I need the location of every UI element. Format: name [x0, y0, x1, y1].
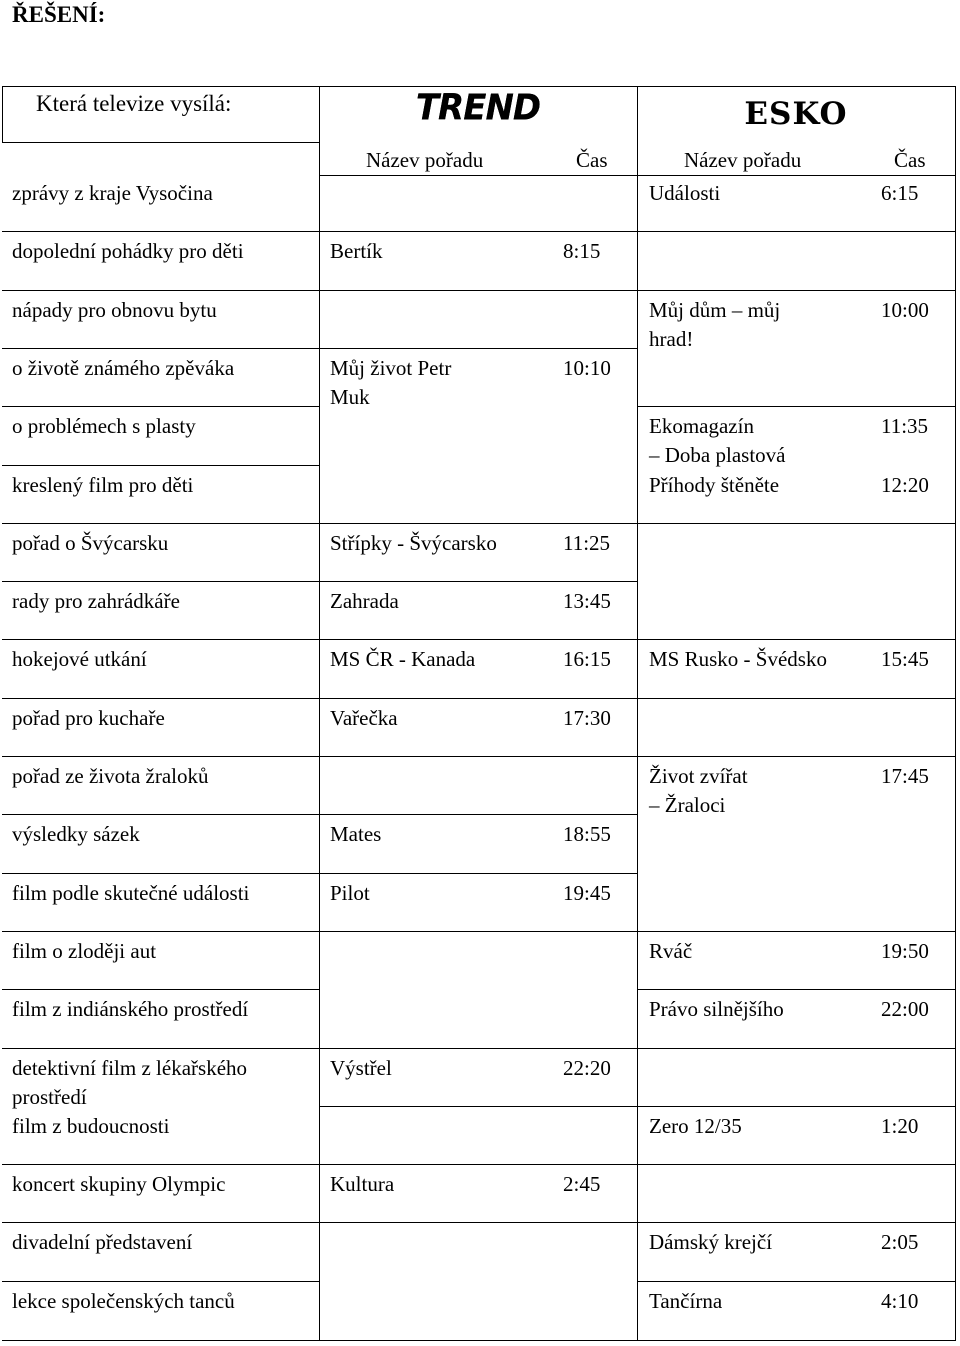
- trend-time: 13:45: [563, 589, 611, 613]
- row-description: pořad pro kuchaře: [12, 706, 165, 730]
- esko-time: 17:45: [881, 764, 929, 788]
- table-border-h: [637, 406, 956, 407]
- table-border-h: [319, 175, 956, 176]
- esko-time-header: Čas: [894, 148, 926, 172]
- row-description: detektivní film z lékařského: [12, 1056, 248, 1080]
- table-border-h: [2, 1281, 320, 1282]
- esko-time: 11:35: [881, 414, 929, 438]
- table-border-h: [319, 756, 638, 757]
- esko-program-name: Události: [649, 181, 721, 205]
- table-border-h: [2, 1048, 320, 1049]
- row-description: film podle skutečné události: [12, 881, 250, 905]
- table-border-h: [2, 231, 320, 232]
- esko-program-name: Život zvířat: [649, 764, 748, 788]
- table-border-h: [637, 1048, 956, 1049]
- table-border-h: [637, 1106, 956, 1107]
- table-border-h: [319, 348, 638, 349]
- table-border-h: [2, 523, 320, 524]
- table-border-h: [637, 1222, 956, 1223]
- table-border-h: [637, 1164, 956, 1165]
- row-description: pořad ze života žraloků: [12, 764, 209, 788]
- esko-program-name: Ekomagazín: [649, 414, 754, 438]
- row-description: divadelní představení: [12, 1230, 193, 1254]
- table-border-h: [319, 581, 638, 582]
- table-border-h: [2, 1164, 320, 1165]
- esko-program-name: Příhody štěněte: [649, 473, 780, 497]
- table-border-h: [637, 639, 956, 640]
- trend-time-header: Čas: [576, 148, 608, 172]
- trend-program-name: Vařečka: [330, 706, 398, 730]
- trend-program-name: Střípky - Švýcarsko: [330, 531, 497, 555]
- trend-time: 17:30: [563, 706, 611, 730]
- trend-program-name: Můj život Petr: [330, 356, 452, 380]
- row-description: film z indiánského prostředí: [12, 997, 249, 1021]
- table-border-h: [2, 989, 320, 990]
- table-border-h: [2, 698, 320, 699]
- esko-logo: ESKO: [744, 96, 848, 132]
- table-border-h: [319, 873, 638, 874]
- trend-program-name: Zahrada: [330, 589, 399, 613]
- trend-logo: TREND: [415, 87, 541, 129]
- row-description: rady pro zahrádkáře: [12, 589, 180, 613]
- table-border-h: [2, 1340, 956, 1341]
- table-border-h: [2, 756, 320, 757]
- row-description: o problémech s plasty: [12, 414, 196, 438]
- esko-time: 4:10: [881, 1289, 919, 1313]
- trend-time: 8:15: [563, 239, 601, 263]
- row-description: zprávy z kraje Vysočina: [12, 181, 213, 205]
- table-border-h: [637, 231, 956, 232]
- trend-program-name: Výstřel: [330, 1056, 392, 1080]
- table-border-h: [2, 639, 320, 640]
- trend-program-name: Bertík: [330, 239, 383, 263]
- trend-program-name-line2: Muk: [330, 385, 370, 409]
- esko-program-name-line2: – Doba plastová: [649, 443, 786, 467]
- esko-program-name: Můj dům – můj: [649, 298, 781, 322]
- esko-time: 10:00: [881, 298, 929, 322]
- table-border-h: [2, 581, 320, 582]
- esko-time: 6:15: [881, 181, 919, 205]
- esko-time: 15:45: [881, 647, 929, 671]
- question-label: Která televize vysílá:: [36, 91, 232, 116]
- table-border-h: [637, 989, 956, 990]
- table-border-h: [319, 523, 638, 524]
- esko-time: 12:20: [881, 473, 929, 497]
- table-border-h: [2, 406, 320, 407]
- table-border-v: [637, 86, 638, 1340]
- esko-time: 19:50: [881, 939, 929, 963]
- esko-program-name: Tančírna: [649, 1289, 723, 1313]
- table-border-h: [319, 290, 638, 291]
- trend-program-name: Mates: [330, 822, 382, 846]
- table-border-h: [319, 1106, 638, 1107]
- trend-time: 22:20: [563, 1056, 611, 1080]
- esko-time: 22:00: [881, 997, 929, 1021]
- trend-time: 10:10: [563, 356, 611, 380]
- table-border-h: [319, 931, 638, 932]
- table-border-h: [319, 1164, 638, 1165]
- table-border-h: [637, 698, 956, 699]
- table-border-h: [319, 231, 638, 232]
- trend-program-name: Pilot: [330, 881, 370, 905]
- table-border-v: [955, 86, 956, 1340]
- row-description: dopolední pohádky pro děti: [12, 239, 244, 263]
- esko-time: 1:20: [881, 1114, 919, 1138]
- table-border-h: [637, 756, 956, 757]
- row-description: hokejové utkání: [12, 647, 147, 671]
- esko-program-name: Dámský krejčí: [649, 1230, 773, 1254]
- table-border-h: [2, 86, 956, 87]
- trend-program-name: MS ČR - Kanada: [330, 647, 476, 671]
- table-border-v: [319, 86, 320, 1340]
- table-border-h: [2, 873, 320, 874]
- trend-time: 18:55: [563, 822, 611, 846]
- table-border-h: [2, 931, 320, 932]
- esko-program-name-line2: – Žraloci: [649, 793, 726, 817]
- esko-program-name-line2: hrad!: [649, 327, 694, 351]
- page-heading: ŘEŠENÍ:: [12, 2, 106, 27]
- row-description: lekce společenských tanců: [12, 1289, 235, 1313]
- esko-name-header: Název pořadu: [684, 148, 802, 172]
- trend-time: 19:45: [563, 881, 611, 905]
- table-border-h: [2, 348, 320, 349]
- trend-program-name: Kultura: [330, 1172, 395, 1196]
- table-border-h: [319, 639, 638, 640]
- table-border-v: [2, 86, 3, 142]
- table-border-h: [319, 1222, 638, 1223]
- table-border-h: [2, 290, 320, 291]
- table-border-h: [2, 1222, 320, 1223]
- trend-time: 16:15: [563, 647, 611, 671]
- trend-time: 2:45: [563, 1172, 601, 1196]
- table-border-h: [2, 465, 320, 466]
- trend-time: 11:25: [563, 531, 611, 555]
- row-description-line2: prostředí: [12, 1085, 87, 1109]
- row-description: výsledky sázek: [12, 822, 140, 846]
- trend-name-header: Název pořadu: [366, 148, 484, 172]
- table-border-h: [637, 931, 956, 932]
- table-border-h: [637, 290, 956, 291]
- row-description: koncert skupiny Olympic: [12, 1172, 226, 1196]
- row-description: kreslený film pro děti: [12, 473, 194, 497]
- table-border-h: [637, 523, 956, 524]
- esko-program-name: Rváč: [649, 939, 693, 963]
- table-border-h: [2, 142, 320, 143]
- row-description: film o zloději aut: [12, 939, 157, 963]
- table-border-h: [319, 814, 638, 815]
- table-border-h: [319, 698, 638, 699]
- row-description: film z budoucnosti: [12, 1114, 170, 1138]
- esko-program-name: MS Rusko - Švédsko: [649, 647, 827, 671]
- esko-program-name: Zero 12/35: [649, 1114, 742, 1138]
- row-description: nápady pro obnovu bytu: [12, 298, 217, 322]
- table-border-h: [637, 1281, 956, 1282]
- table-border-h: [319, 1048, 638, 1049]
- row-description: pořad o Švýcarsku: [12, 531, 169, 555]
- esko-program-name: Právo silnějšího: [649, 997, 784, 1021]
- row-description: o životě známého zpěváka: [12, 356, 235, 380]
- esko-time: 2:05: [881, 1230, 919, 1254]
- table-border-h: [2, 814, 320, 815]
